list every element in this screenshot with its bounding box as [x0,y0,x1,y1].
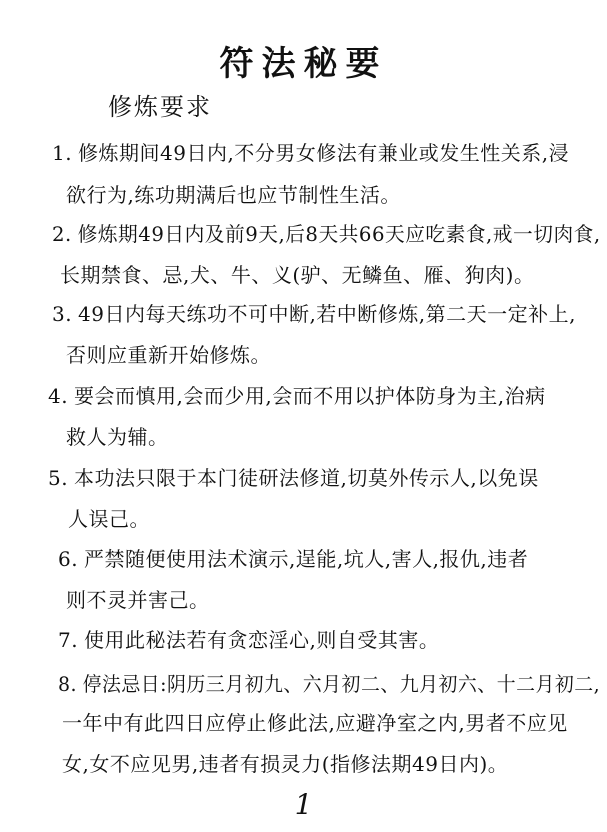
rule-text: 严禁随便使用法术演示,逞能,坑人,害人,报仇,违者 [84,547,529,571]
rule-number: 8. [58,672,78,696]
rule-number: 3. [52,302,73,326]
rule-text: 修炼期间49日内,不分男女修法有兼业或发生性关系,浸 [78,141,570,165]
rule-3-line-2: 否则应重新开始修炼。 [66,343,271,367]
rule-text: 修炼期49日内及前9天,后8天共66天应吃素食,戒一切肉食, [77,222,601,246]
document-title: 符法秘要 [219,44,388,84]
rule-number: 7. [58,628,79,652]
rule-number: 5. [48,466,69,490]
rule-3-line-1 [52,301,576,327]
rule-number: 4. [48,384,69,408]
rule-2-line-2: 长期禁食、忌,犬、牛、义(驴、无鳞鱼、雁、狗肉)。 [60,263,535,287]
rule-6-line-2: 则不灵并害己。 [66,588,210,612]
rule-number: 1. [52,141,73,165]
rule-5-line-2: 人误己。 [68,507,150,531]
rule-number: 2. [52,222,72,246]
rule-7-line-1 [58,627,439,653]
rule-2-line-1 [52,221,601,247]
rule-number: 6. [58,547,79,571]
document-subtitle: 修炼要求 [108,93,212,121]
rule-text: 使用此秘法若有贪恋淫心,则自受其害。 [84,628,440,652]
rule-text: 要会而慎用,会而少用,会而不用以护体防身为主,治病 [74,384,546,408]
rule-text: 49日内每天练功不可中断,若中断修炼,第二天一定补上, [78,302,577,326]
rule-5-line-1 [48,465,539,491]
rule-6-line-1 [58,546,528,572]
rule-8-line-1 [58,671,600,697]
rule-1-line-2: 欲行为,练功期满后也应节制性生活。 [66,183,401,207]
page-number: 1 [294,788,313,821]
rule-8-line-2: 一年中有此四日应停止修此法,应避净室之内,男者不应见 [62,711,568,735]
rule-text: 停法忌日:阴历三月初九、六月初二、九月初六、十二月初二, [82,672,601,696]
rule-8-line-3: 女,女不应见男,违者有损灵力(指修法期49日内)。 [62,752,509,776]
rule-4-line-1 [48,383,546,409]
rule-4-line-2: 救人为辅。 [66,425,169,449]
rule-text: 本功法只限于本门徒研法修道,切莫外传示人,以免误 [74,466,539,490]
rule-1-line-1 [52,140,569,166]
